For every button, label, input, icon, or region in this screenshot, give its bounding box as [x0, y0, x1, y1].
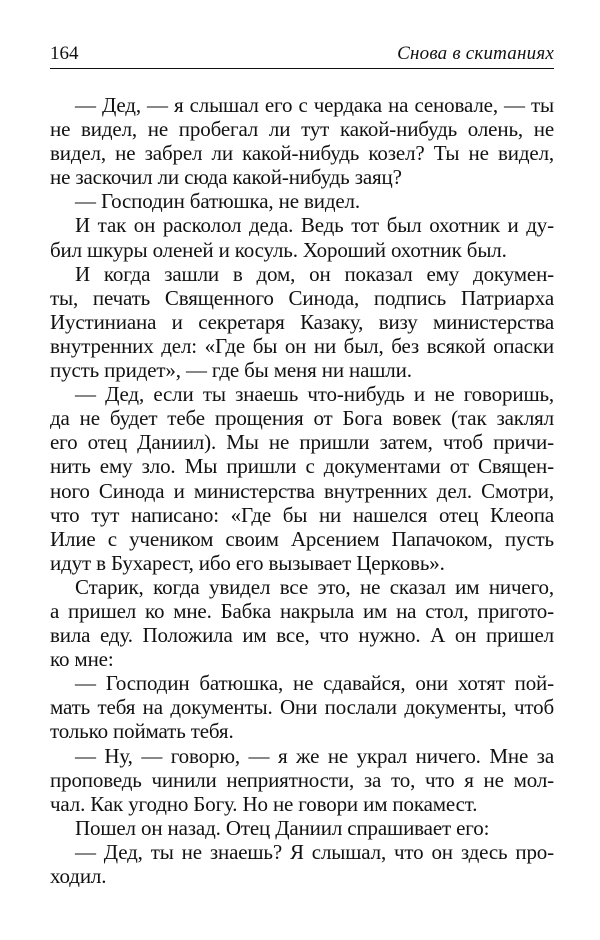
text-line: — Ну, — говорю, — я же не украл ничего. Мне за: [75, 743, 554, 768]
text-line: видел, не забрел ли какой-нибудь козел? Ты не видел,: [50, 141, 554, 166]
text-line: чал. Как угодно Богу. Но не говори им покамест.: [50, 791, 478, 816]
text-line: проповедь чинили неприятности, за то, что я не мол-: [50, 767, 554, 792]
text-line: ного Синода и министерства внутренних дел. Смотри,: [50, 478, 554, 503]
text-line: мать тебя на документы. Они послали документы, чтоб: [50, 695, 554, 720]
text-line: — Дед, если ты знаешь что-нибудь и не говоришь,: [75, 382, 554, 407]
text-line: ходил.: [50, 864, 107, 888]
text-line: идут в Бухарест, ибо его вызывает Церковь».: [50, 550, 445, 575]
text-line: не видел, не пробегал ли тут какой-нибудь олень, не: [50, 117, 554, 142]
text-line: — Господин батюшка, не сдавайся, они хотят пой-: [75, 671, 554, 696]
text-line: только поймать тебя.: [50, 719, 234, 744]
running-header: [50, 42, 554, 69]
text-line: — Дед, ты не знаешь? Я слышал, что он здесь про-: [75, 839, 554, 864]
text-line: что тут написано: «Где бы ни нашелся отец Клеопа: [50, 502, 554, 527]
text-line: а пришел ко мне. Бабка накрыла им на стол, пригото-: [50, 598, 554, 623]
text-line: И так он расколол деда. Ведь тот был охотник и ду-: [75, 213, 554, 238]
text-line: пусть придет», — где бы меня ни нашли.: [50, 358, 412, 383]
text-line: внутренних дел: «Где бы он ни был, без всякой опаски: [50, 333, 554, 358]
text-line: да не будет тебе прощения от Бога вовек (так заклял: [50, 406, 554, 431]
page-number: 164: [50, 43, 79, 64]
chapter-title: Снова в скитаниях: [397, 43, 554, 64]
text-line: нить ему зло. Мы пришли с документами от Священ-: [50, 454, 554, 479]
text-line: И когда зашли в дом, он показал ему докумен-: [75, 261, 554, 286]
text-line: не заскочил ли сюда какой-нибудь заяц?: [50, 165, 402, 190]
book-page: [50, 0, 554, 940]
text-line: вила еду. Положила им все, что нужно. А он пришел: [50, 623, 554, 648]
body-text: [50, 93, 554, 888]
text-line: ты, печать Священного Синода, подпись Патриарха: [50, 285, 554, 310]
text-line: Пошел он назад. Отец Даниил спрашивает его:: [75, 815, 490, 840]
text-line: Илие с учеником своим Арсением Папачоком, пусть: [50, 526, 554, 551]
text-line: Старик, когда увидел все это, не сказал им ничего,: [75, 574, 554, 599]
text-line: бил шкуры оленей и косуль. Хороший охотник был.: [50, 237, 507, 262]
text-line: Иустиниана и секретаря Казаку, визу министерства: [50, 309, 554, 334]
text-line: — Дед, — я слышал его с чердака на сеновале, — ты: [75, 93, 554, 117]
text-line: его отец Даниил). Мы не пришли затем, чтоб причи-: [50, 430, 554, 455]
text-line: — Господин батюшка, не видел.: [75, 189, 360, 214]
text-line: ко мне:: [50, 647, 114, 672]
